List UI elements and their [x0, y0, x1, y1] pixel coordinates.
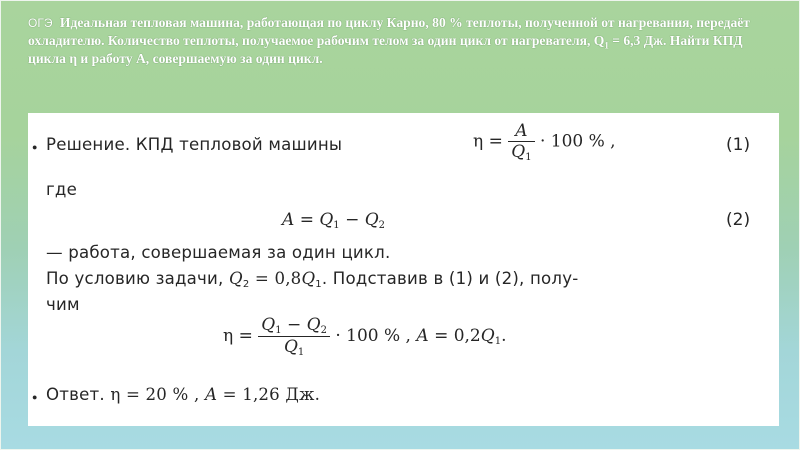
task-text-part-1: Идеальная тепловая машина, работающая по циклу Карно, 80 % теплоты, полученной от нагревания, передаёт охладителю. Количество теплоты, получаемое рабочим телом за один цикл от нагревателя, Q: [28, 15, 750, 48]
eq1-denominator: [508, 142, 534, 163]
eq2-a: A: [282, 210, 295, 230]
eq3-num-a: Q: [261, 315, 276, 335]
eq3-denominator: [258, 337, 330, 358]
solution-line-5: чим: [46, 295, 80, 314]
solution-line-4: [46, 269, 578, 290]
eq1-numerator: A: [508, 121, 534, 142]
eq3-fraction: [258, 315, 330, 358]
line4-mid: = 0,8: [254, 269, 302, 288]
eq3-den-sub: 1: [297, 347, 305, 358]
eq2-q2: Q: [364, 210, 379, 230]
eq3-a: A: [416, 326, 429, 346]
equation-2-number: (2): [726, 210, 751, 230]
eq3-end: .: [501, 326, 507, 346]
equation-3: [223, 315, 506, 358]
line4-text-a: По условию задачи,: [46, 269, 224, 288]
task-subscript: 1: [604, 40, 609, 51]
task-tag: ОГЭ: [28, 16, 53, 30]
eq3-num-minus: −: [286, 315, 302, 335]
eq2-q2-sub: 2: [378, 220, 386, 231]
eq3-a-equals: = 0,2: [434, 326, 481, 346]
eq3-a-q-sub: 1: [494, 336, 502, 347]
equation-2: [282, 210, 385, 231]
answer-a-value: = 1,26 Дж.: [222, 385, 321, 404]
answer-eta: η = 20 % ,: [110, 385, 200, 404]
solution-line-2: где: [46, 180, 78, 199]
task-text: [28, 14, 780, 68]
eq3-num-a-sub: 1: [275, 325, 282, 336]
solution-line-3: — работа, совершаемая за один цикл.: [46, 243, 391, 262]
eq3-a-q: Q: [480, 326, 495, 346]
eq3-den-var: Q: [283, 337, 298, 357]
answer-line: [46, 385, 320, 404]
line4-q2: Q: [229, 269, 243, 288]
bullet-marker: ●: [32, 142, 38, 152]
task-text-part-2: = 6,3 Дж. Найти КПД цикла η и работу А, совершаемую за один цикл.: [28, 33, 743, 66]
equation-1: [473, 121, 616, 163]
solution-line-1: Решение. КПД тепловой машины: [46, 135, 343, 154]
solution-panel: [28, 113, 779, 426]
eq2-equals: =: [299, 210, 314, 230]
line4-text-b: . Подставив в (1) и (2), полу-: [321, 269, 579, 288]
eq1-lhs: η =: [473, 131, 503, 152]
answer-a: A: [204, 385, 218, 404]
eq3-num-b-sub: 2: [320, 325, 327, 336]
eq3-num-b: Q: [306, 315, 321, 335]
bullet-marker: ●: [32, 392, 38, 402]
eq2-q1-sub: 1: [333, 220, 340, 231]
equation-1-number: (1): [726, 135, 751, 155]
eq3-numerator: [258, 315, 330, 337]
eq3-tail: · 100 % ,: [335, 326, 411, 346]
eq1-fraction: [508, 121, 534, 163]
line4-q1-sub: 1: [315, 279, 322, 290]
eq1-tail: · 100 % ,: [539, 131, 616, 152]
eq1-den-var: Q: [511, 142, 526, 162]
eq1-den-sub: 1: [525, 152, 532, 163]
eq2-minus: −: [345, 210, 360, 230]
line4-q1: Q: [301, 269, 316, 288]
line4-q2-sub: 2: [242, 279, 250, 290]
answer-label: Ответ.: [46, 385, 105, 404]
eq3-lhs: η =: [223, 326, 253, 346]
eq2-q1: Q: [319, 210, 334, 230]
